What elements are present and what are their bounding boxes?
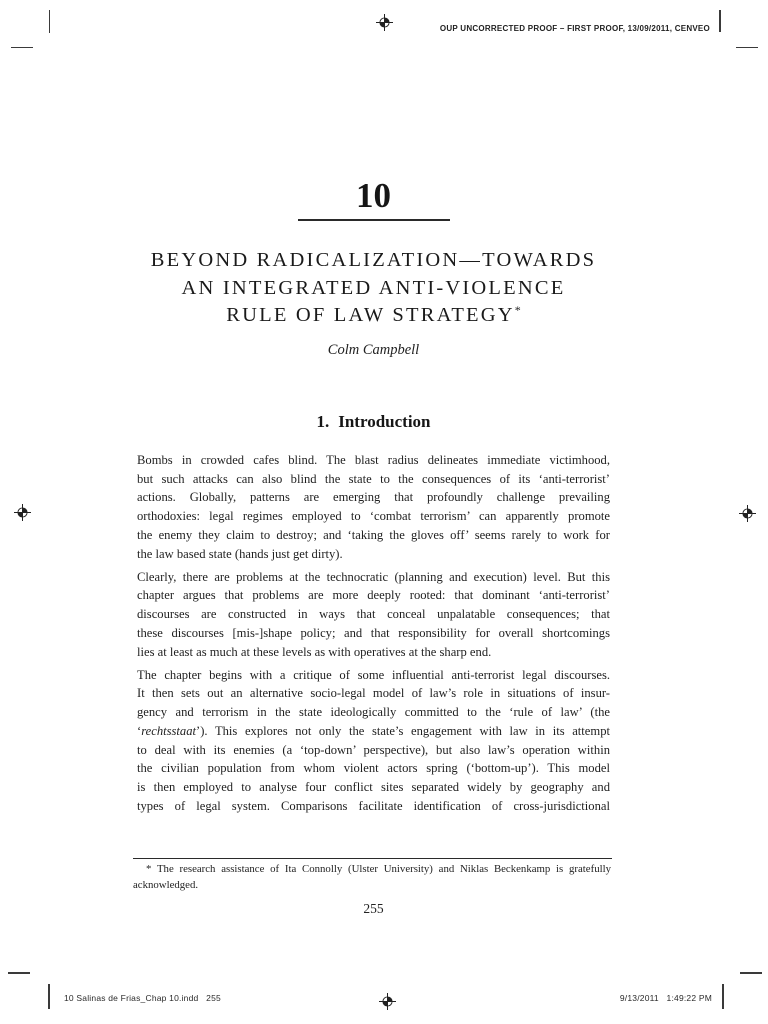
crop-mark-top-right-horizontal-icon	[736, 47, 758, 49]
chapter-title-line: BEYOND RADICALIZATION—TOWARDS	[150, 249, 597, 271]
paragraph	[137, 451, 610, 563]
text-line: but such attacks can also blind the state to the consequences of its ‘anti-terrorist’	[137, 471, 610, 486]
page-number: 255	[363, 901, 384, 916]
text-line: lies at least as much at these levels as with operatives at the sharp end.	[137, 644, 492, 659]
text-line: actions. Globally, patterns are emerging that profoundly challenge prevailing	[137, 490, 610, 505]
chapter-title-line: RULE OF LAW STRATEGY*	[226, 303, 521, 326]
text-line: the law based state (hands just get dirty).	[137, 546, 343, 561]
text-line: chapter argues that problems are more deeply rooted: that dominant ‘anti-terrorist’	[137, 588, 610, 603]
registration-mark-right-icon	[739, 505, 756, 522]
paragraph	[137, 568, 610, 662]
text-line: discourses are constructed in ways that conceal unpalatable consequences; that	[137, 607, 610, 622]
crop-mark-top-right-vertical-icon	[719, 10, 721, 32]
crop-mark-top-left-horizontal-icon	[11, 47, 33, 49]
author-name: Colm Campbell	[327, 342, 420, 358]
text-line: The chapter begins with a critique of some influential anti-terrorist legal discourses.	[137, 667, 610, 682]
print-footer-timestamp: 9/13/2011 1:49:22 PM	[619, 993, 712, 1003]
text-line: orthodoxies: legal regimes employed to ‘combat terrorism’ can apparently promote	[137, 509, 610, 524]
title-footnote-marker: *	[514, 303, 521, 317]
text-line: acknowledged.	[133, 878, 199, 891]
text-line: types of legal system. Comparisons facilitate identification of cross-jurisdictional	[137, 798, 610, 813]
text-line: * The research assistance of Ita Connolly (Ulster University) and Niklas Beckenkamp is gratefully	[146, 863, 611, 875]
crop-mark-footer-right-vertical-icon	[722, 984, 724, 1009]
body-paragraphs	[137, 451, 610, 820]
text-line: It then sets out an alternative socio-legal model of law’s role in situations of insur-	[137, 686, 610, 701]
chapter-number: 10	[356, 176, 391, 215]
crop-mark-footer-left-vertical-icon	[48, 984, 50, 1009]
text-line: gency and terrorism in the state ideologically committed to the ‘rule of law’ (the	[137, 705, 610, 720]
section-heading	[137, 412, 610, 432]
print-footer-filename: 10 Salinas de Frias_Chap 10.indd 255	[64, 993, 221, 1003]
registration-mark-top-icon	[376, 14, 393, 31]
text-line: these discourses [mis-]shape policy; and that responsibility for overall shortcomings	[137, 625, 610, 640]
registration-mark-left-icon	[14, 504, 31, 521]
text-line: is then employed to analyse four conflict sites separated widely by geography and	[137, 779, 610, 794]
chapter-title	[137, 247, 610, 330]
footnote	[133, 862, 611, 893]
footnote-separator-rule	[133, 858, 612, 859]
text-line: the enemy they claim to destroy; and ‘taking the gloves off’ seems rarely to work for	[137, 527, 610, 542]
registration-mark-bottom-icon	[379, 993, 396, 1010]
text-line: to deal with its enemies (a ‘top-down’ perspective), but also law’s operation within	[137, 742, 610, 757]
text-line: Bombs in crowded cafes blind. The blast radius delineates immediate victimhood,	[137, 453, 610, 467]
text-line: Clearly, there are problems at the technocratic (planning and execution) level. But this	[137, 569, 610, 584]
chapter-number-rule	[298, 219, 450, 221]
chapter-title-line: AN INTEGRATED ANTI-VIOLENCE	[181, 276, 566, 299]
crop-mark-bottom-left-horizontal-icon	[8, 972, 30, 974]
text-line: ‘rechtsstaat’). This explores not only the state’s engagement with law in its attempt	[137, 723, 610, 738]
paragraph	[137, 666, 610, 816]
text-line: the civilian population from whom violent actors spring (‘bottom-up’). This model	[137, 761, 610, 776]
section-title: Introduction	[338, 412, 431, 431]
crop-mark-bottom-right-horizontal-icon	[740, 972, 762, 974]
proof-status-header: OUP UNCORRECTED PROOF – FIRST PROOF, 13/09/2011, CENVEO	[439, 24, 710, 33]
section-number: 1.	[316, 412, 330, 431]
crop-mark-top-left-vertical-icon	[49, 10, 51, 33]
